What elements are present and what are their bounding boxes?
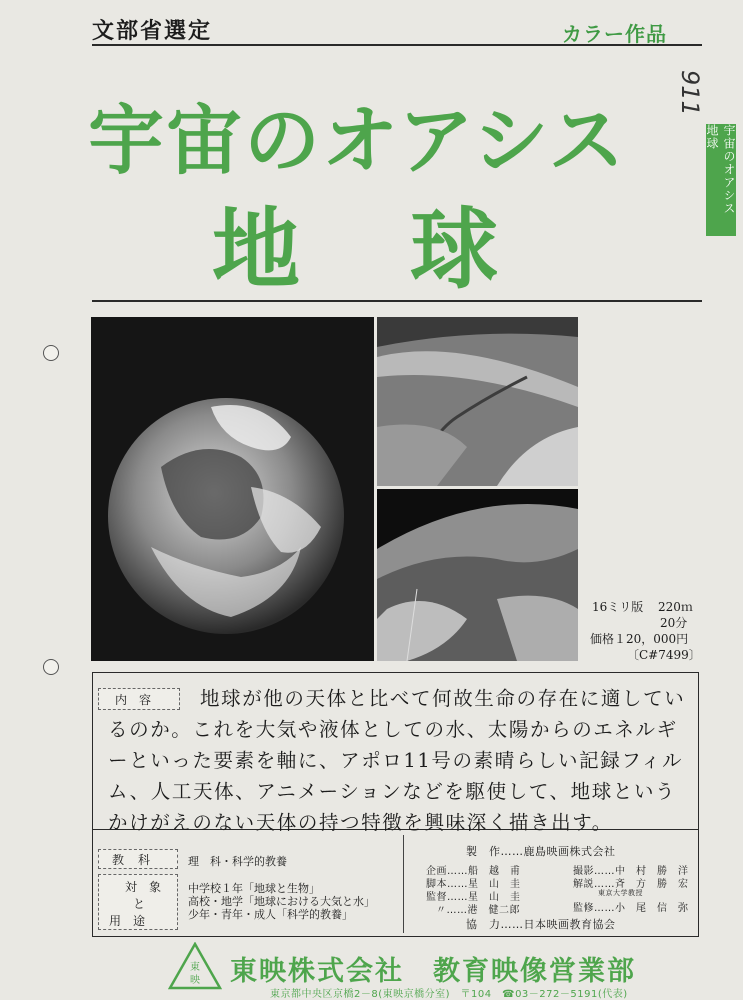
handwritten-number: 911	[676, 70, 704, 116]
subject-label: 教科	[98, 849, 178, 869]
content-description: 地球が他の天体と比べて何故生命の存在に適しているのか。これを大気や液体としての水、太陽からのエネルギーといった要素を軸に、アポロ11号の素晴らしい記録フィルム、人工天体、アニメーションなどを駆使して、地球というかけがえのない天体の持つ特徴を興味深く描き出す。	[108, 687, 686, 834]
footer-company: 東映株式会社 教育映像営業部	[230, 956, 636, 987]
spec-length: 220ｍ	[658, 600, 693, 614]
audience-label	[98, 874, 178, 930]
audience-line: 少年・青年・成人「科学的教養」	[188, 908, 353, 921]
earth-photo	[91, 317, 374, 661]
credit-supervisor: 監修……小 尾 信 弥	[573, 903, 689, 914]
spec-price: 価格１20，000円	[590, 632, 689, 646]
coastline-photo	[377, 317, 578, 486]
color-work-label: カラー作品	[562, 22, 667, 46]
audience-label-top: 対 象	[125, 880, 162, 894]
content-label: 内容	[98, 688, 180, 710]
spec-duration: 20分	[660, 616, 688, 630]
logo-char-bottom: 映	[190, 975, 200, 986]
footer-address: 東京都中央区京橋2－8(東映京橋分室) 〒104 ☎03－272－5191(代表)	[270, 989, 628, 1000]
audience-line: 高校・地学「地球における大気と水」	[188, 895, 375, 908]
title-sub: 地球	[212, 198, 609, 301]
credit-production: 製 作……鹿島映画株式会社	[466, 845, 616, 858]
approval-label: 文部省選定	[92, 19, 213, 44]
audience-line: 中学校１年「地球と生物」	[188, 882, 320, 895]
punch-hole-bottom	[43, 659, 59, 675]
audience-label-mid: と	[133, 897, 146, 911]
info-divider	[403, 835, 404, 933]
toei-logo	[168, 942, 222, 990]
title-main: 宇宙のオアシス	[88, 96, 627, 185]
subject-value: 理 科・科学的教養	[188, 855, 287, 868]
credit-cooperation: 協 力……日本映画教育協会	[466, 918, 616, 931]
credit-director: 監督……星 山 圭	[426, 892, 521, 903]
credit-screenplay: 脚本……星 山 圭	[426, 879, 521, 890]
audience-label-bottom: 用 途	[109, 914, 146, 928]
credit-camera: 撮影……中 村 勝 洋	[573, 866, 689, 877]
side-index-tab: 宇宙のオアシス 地球	[706, 124, 736, 236]
credit-supervisor-affiliation: 東京大学教授	[598, 889, 643, 897]
punch-hole-top	[43, 345, 59, 361]
logo-char-top: 東	[190, 962, 200, 973]
spec-format: 16ミリ版	[592, 600, 644, 614]
spec-catalog: 〔C#7499〕	[627, 648, 701, 662]
credit-assistant-director: 〃……港 健二郎	[436, 905, 520, 916]
credit-narration: 解説……斉 方 勝 宏	[573, 879, 689, 890]
horizon-photo	[377, 489, 578, 661]
credit-planning: 企画……船 越 甫	[426, 866, 521, 877]
